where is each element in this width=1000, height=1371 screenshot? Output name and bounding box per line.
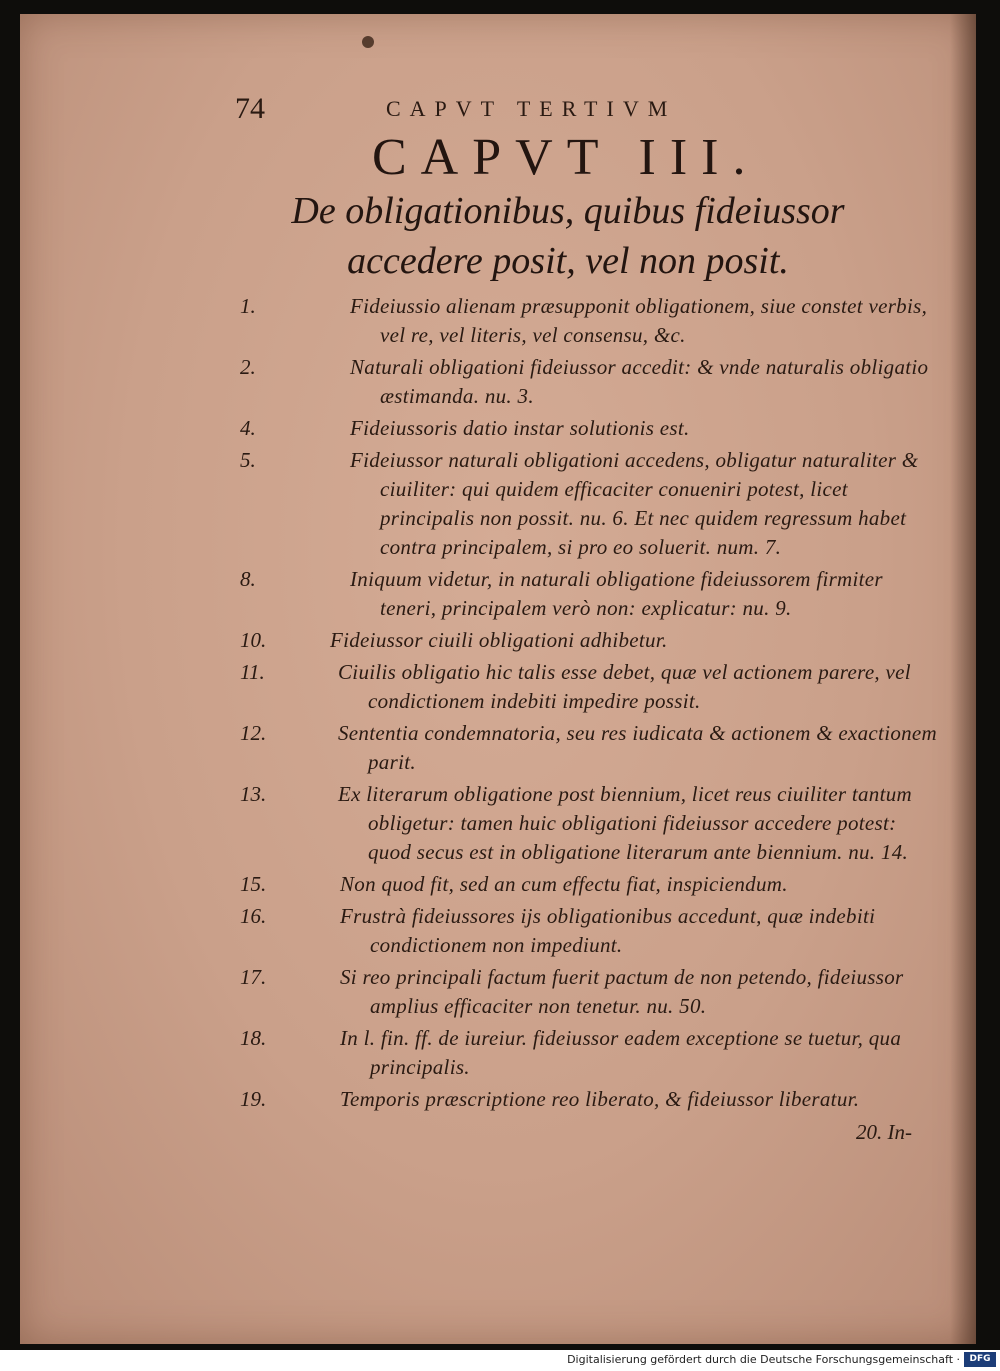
entry-text: Non quod fit, sed an cum effectu fiat, inspiciendum. xyxy=(340,872,788,896)
list-item xyxy=(240,870,940,899)
list-item xyxy=(240,446,940,562)
page-number: 74 xyxy=(235,92,265,125)
chapter-subtitle: De obligationibus, quibus fideiussor accedere posit, vel non posit. xyxy=(291,190,845,282)
entry-number: 2. xyxy=(240,355,256,379)
entry-number: 18. xyxy=(240,1026,267,1050)
entry-number: 10. xyxy=(240,628,267,652)
entry-text: Ciuilis obligatio hic talis esse debet, quæ vel actionem parere, vel condictionem indebiti impedire possit. xyxy=(338,660,911,713)
entry-text: Iniquum videtur, in naturali obligatione fideiussorem firmiter teneri, principalem verò non: explicatur: nu. 9. xyxy=(350,567,883,620)
entry-text: Frustrà fideiussores ijs obligationibus accedunt, quæ indebiti condictionem non impediunt. xyxy=(340,904,876,957)
entry-text: Fideiussoris datio instar solutionis est. xyxy=(350,416,690,440)
entry-number: 19. xyxy=(240,1087,267,1111)
entry-text: Si reo principali factum fuerit pactum de non petendo, fideiussor amplius efficaciter non tenetur. nu. 50. xyxy=(340,965,904,1018)
list-item xyxy=(240,414,940,443)
running-head: CAPVT TERTIVM xyxy=(386,96,677,121)
list-item xyxy=(240,1085,940,1114)
entry-text: In l. fin. ff. de iureiur. fideiussor eadem exceptione se tuetur, qua principalis. xyxy=(340,1026,902,1079)
catchword: 20. In- xyxy=(856,1120,912,1144)
list-item xyxy=(240,353,940,411)
entry-number: 8. xyxy=(240,567,256,591)
dfg-logo-icon: DFG xyxy=(964,1352,996,1367)
entry-number: 16. xyxy=(240,904,267,928)
summary-list xyxy=(240,292,940,1117)
list-item xyxy=(240,658,940,716)
entry-text: Temporis præscriptione reo liberato, & fideiussor liberatur. xyxy=(340,1087,860,1111)
list-item xyxy=(240,902,940,960)
list-item xyxy=(240,963,940,1021)
list-item xyxy=(240,626,940,655)
entry-number: 17. xyxy=(240,965,267,989)
list-item xyxy=(240,719,940,777)
entry-number: 15. xyxy=(240,872,267,896)
funding-credit: Digitalisierung gefördert durch die Deutsche Forschungsgemeinschaft · xyxy=(567,1353,960,1366)
entry-text: Sententia condemnatoria, seu res iudicata & actionem & exactionem parit. xyxy=(338,721,938,774)
list-item xyxy=(240,292,940,350)
entry-number: 5. xyxy=(240,448,256,472)
page-spine-shadow xyxy=(950,14,976,1344)
entry-number: 12. xyxy=(240,721,267,745)
entry-text: Naturali obligationi fideiussor accedit: & vnde naturalis obligatio æstimanda. nu. 3. xyxy=(350,355,929,408)
entry-number: 11. xyxy=(240,660,265,684)
entry-number: 13. xyxy=(240,782,267,806)
entry-text: Fideiussio alienam præsupponit obligationem, siue constet verbis, vel re, vel literis, vel consensu, &c. xyxy=(350,294,928,347)
digitization-footer xyxy=(0,1350,1000,1371)
chapter-title: CAPVT III. xyxy=(372,129,760,186)
list-item xyxy=(240,780,940,867)
entry-number: 1. xyxy=(240,294,256,318)
ink-stain xyxy=(362,36,374,48)
entry-text: Ex literarum obligatione post biennium, licet reus ciuiliter tantum obligetur: tamen huic obligationi fideiussor accedere potest: quod secus est in obligatione literarum ante biennium. nu. 14. xyxy=(338,782,913,864)
list-item xyxy=(240,565,940,623)
entry-text: Fideiussor naturali obligationi accedens, obligatur naturaliter & ciuiliter: qui quidem efficaciter conueniri potest, licet principalis non possit. nu. 6. Et nec quidem regressum habet contra principalem, si pro eo soluerit. num. 7. xyxy=(350,448,919,559)
entry-text: Fideiussor ciuili obligationi adhibetur. xyxy=(330,628,668,652)
entry-number: 4. xyxy=(240,416,256,440)
list-item xyxy=(240,1024,940,1082)
